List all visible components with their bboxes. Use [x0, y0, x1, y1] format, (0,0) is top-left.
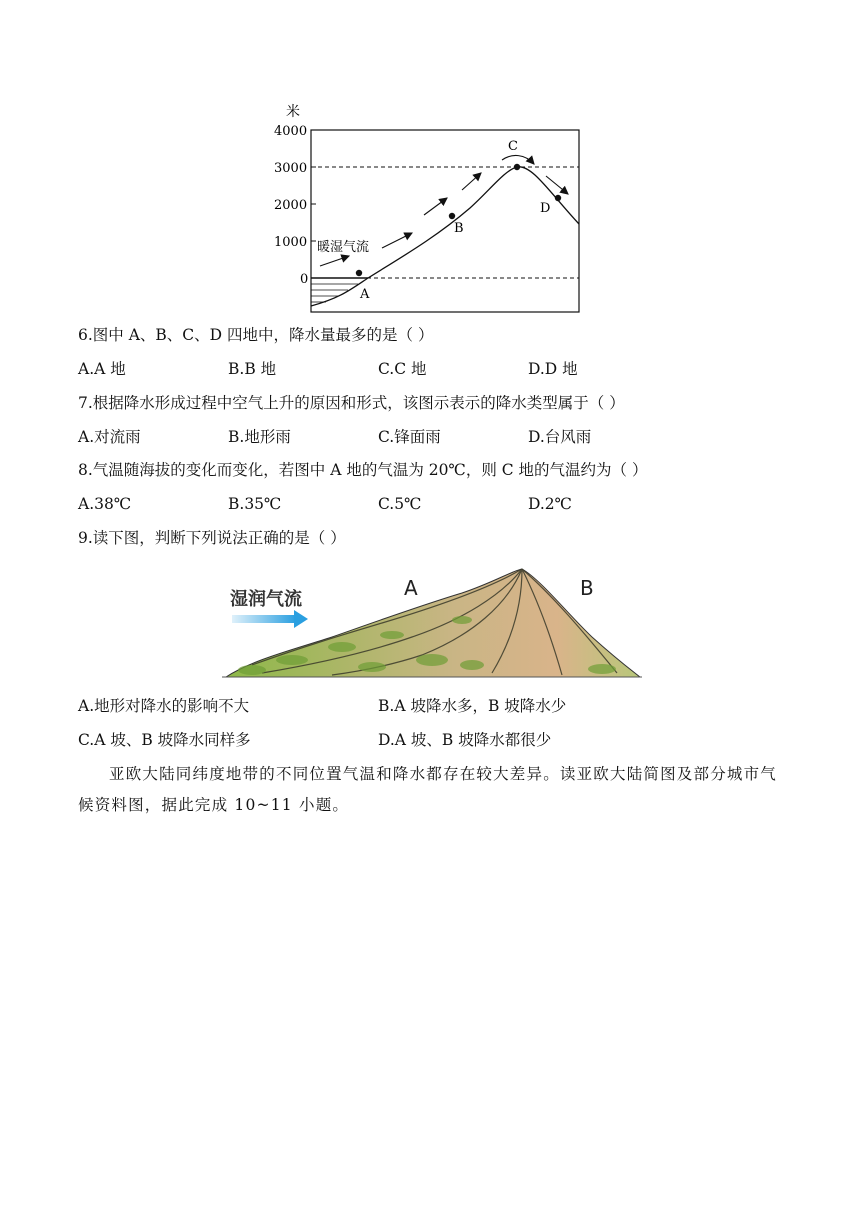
y-tick-0: 0 [300, 272, 309, 287]
question-6-option-a[interactable]: A.A 地 [78, 360, 126, 378]
question-6-option-d[interactable]: D.D 地 [528, 360, 578, 378]
slope-a-label: A [404, 576, 418, 600]
question-9-option-a[interactable]: A.地形对降水的影响不大 [78, 697, 250, 715]
terrain-profile [311, 167, 579, 306]
mountain-illustration [222, 565, 642, 680]
intro-paragraph: 亚欧大陆同纬度地带的不同位置气温和降水都存在较大差异。读亚欧大陆简图及部分城市气候资料图，据此完成 10~11 小题。 [78, 765, 778, 814]
plot-frame [311, 130, 579, 312]
y-tick-1000: 1000 [274, 235, 308, 250]
y-tick-4000: 4000 [274, 124, 308, 139]
y-axis-unit: 米 [286, 104, 300, 120]
question-8-stem: 8.气温随海拔的变化而变化，若图中 A 地的气温为 20℃，则 C 地的气温约为（ ） [78, 461, 648, 479]
question-9-option-b[interactable]: B.A 坡降水多，B 坡降水少 [378, 697, 567, 715]
moist-airflow-arrow-shaft [232, 615, 296, 623]
point-b-marker [449, 213, 455, 219]
question-9-option-c[interactable]: C.A 坡、B 坡降水同样多 [78, 731, 251, 749]
question-6-option-b[interactable]: B.B 地 [228, 360, 277, 378]
question-7-option-d[interactable]: D.台风雨 [528, 428, 592, 446]
point-a-label: A [360, 287, 370, 302]
slope-b-label: B [580, 576, 594, 600]
y-tick-3000: 3000 [274, 161, 308, 176]
orographic-profile-figure [270, 98, 590, 318]
moist-airflow-label: 湿润气流 [230, 589, 302, 610]
point-c-marker [514, 164, 520, 170]
point-b-label: B [454, 221, 464, 236]
point-a-marker [356, 270, 362, 276]
question-8-option-c[interactable]: C.5℃ [378, 495, 422, 513]
airflow-label: 暖湿气流 [317, 240, 370, 255]
question-8-option-d[interactable]: D.2℃ [528, 495, 573, 513]
moist-airflow-arrow-head [294, 610, 308, 628]
question-6-stem: 6.图中 A、B、C、D 四地中，降水量最多的是（ ） [78, 326, 434, 344]
question-9-stem: 9.读下图，判断下列说法正确的是（ ） [78, 529, 346, 547]
question-8-option-a[interactable]: A.38℃ [78, 495, 132, 513]
question-8-option-b[interactable]: B.35℃ [228, 495, 282, 513]
sea-hatching [311, 284, 358, 302]
y-tick-2000: 2000 [274, 198, 308, 213]
question-9-option-d[interactable]: D.A 坡、B 坡降水都很少 [378, 731, 552, 749]
point-d-label: D [540, 201, 551, 216]
point-c-label: C [508, 139, 518, 154]
point-d-marker [555, 195, 561, 201]
question-7-option-a[interactable]: A.对流雨 [78, 428, 141, 446]
question-7-option-b[interactable]: B.地形雨 [228, 428, 291, 446]
question-7-stem: 7.根据降水形成过程中空气上升的原因和形式，该图示表示的降水类型属于（ ） [78, 394, 625, 412]
question-7-option-c[interactable]: C.锋面雨 [378, 428, 441, 446]
question-6-option-c[interactable]: C.C 地 [378, 360, 427, 378]
